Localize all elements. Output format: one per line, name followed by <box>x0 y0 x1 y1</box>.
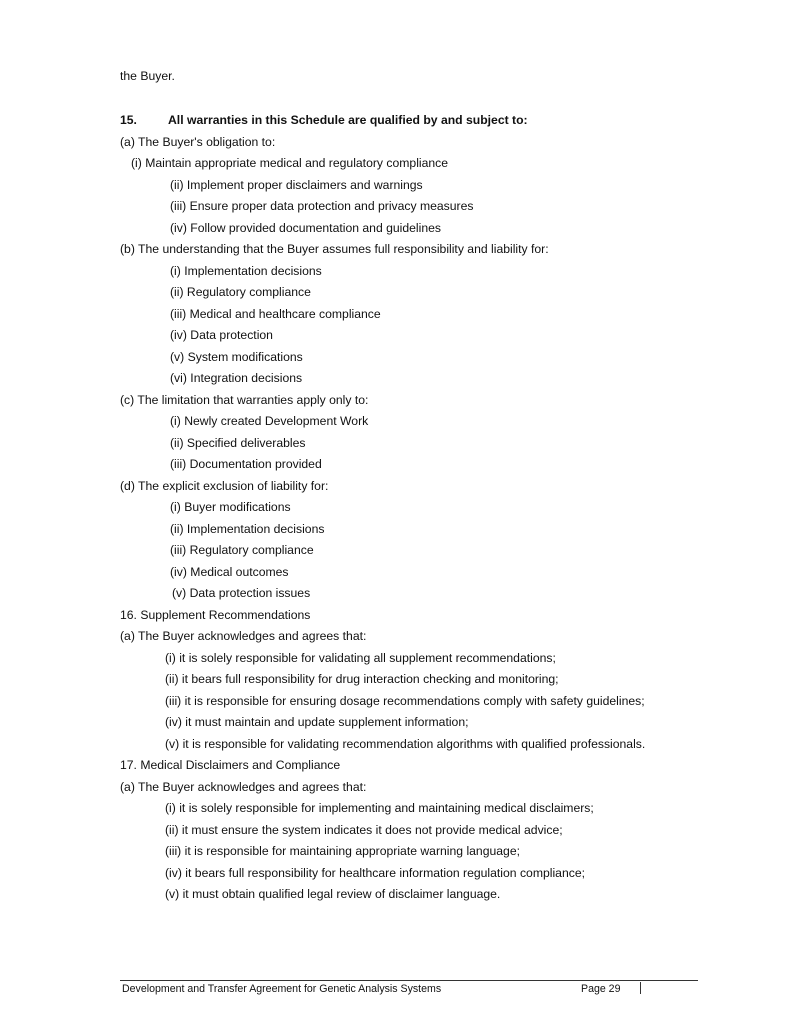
clause-a-i: (i) Maintain appropriate medical and regulatory compliance <box>131 156 449 170</box>
clause-a-iii: (iii) Ensure proper data protection and privacy measures <box>170 199 474 213</box>
footer-title: Development and Transfer Agreement for Genetic Analysis Systems <box>122 983 442 995</box>
continuation-text: the Buyer. <box>120 69 175 83</box>
clause-d-ii: (ii) Implementation decisions <box>170 522 325 536</box>
section-17-a-iii: (iii) it is responsible for maintaining appropriate warning language; <box>165 844 520 858</box>
clause-b-iii: (iii) Medical and healthcare compliance <box>170 307 381 321</box>
clause-d-iii: (iii) Regulatory compliance <box>170 543 314 557</box>
section-15-heading <box>120 113 528 127</box>
clause-b-v: (v) System modifications <box>170 350 303 364</box>
section-15-title: All warranties in this Schedule are qualified by and subject to: <box>168 113 528 127</box>
footer-page-number: Page 29 <box>581 983 621 995</box>
clause-b-iv: (iv) Data protection <box>170 328 273 342</box>
clause-d-i: (i) Buyer modifications <box>170 500 291 514</box>
section-17-heading: 17. Medical Disclaimers and Compliance <box>120 758 341 772</box>
clause-b-ii: (ii) Regulatory compliance <box>170 285 311 299</box>
clause-b-i: (i) Implementation decisions <box>170 264 322 278</box>
clause-c-iii: (iii) Documentation provided <box>170 457 322 471</box>
section-16-heading: 16. Supplement Recommendations <box>120 608 311 622</box>
clause-a-iv: (iv) Follow provided documentation and guidelines <box>170 221 441 235</box>
section-16-a-ii: (ii) it bears full responsibility for drug interaction checking and monitoring; <box>165 672 559 686</box>
footer-separator <box>640 982 641 994</box>
clause-c-ii: (ii) Specified deliverables <box>170 436 306 450</box>
clause-c: (c) The limitation that warranties apply only to: <box>120 393 369 407</box>
section-17-a-ii: (ii) it must ensure the system indicates it does not provide medical advice; <box>165 823 563 837</box>
section-16-a-iii: (iii) it is responsible for ensuring dosage recommendations comply with safety guidelines; <box>165 694 645 708</box>
footer-divider <box>120 980 698 981</box>
clause-d-iv: (iv) Medical outcomes <box>170 565 289 579</box>
section-16-a-i: (i) it is solely responsible for validating all supplement recommendations; <box>165 651 556 665</box>
clause-c-i: (i) Newly created Development Work <box>170 414 369 428</box>
section-16-a-iv: (iv) it must maintain and update supplement information; <box>165 715 469 729</box>
section-15-number: 15. <box>120 113 137 127</box>
clause-a-ii: (ii) Implement proper disclaimers and warnings <box>170 178 423 192</box>
section-16-a-v: (v) it is responsible for validating recommendation algorithms with qualified professionals. <box>165 737 646 751</box>
clause-a: (a) The Buyer's obligation to: <box>120 135 276 149</box>
section-17-a-v: (v) it must obtain qualified legal review of disclaimer language. <box>165 887 501 901</box>
section-17-a-iv: (iv) it bears full responsibility for healthcare information regulation compliance; <box>165 866 585 880</box>
section-17-a: (a) The Buyer acknowledges and agrees that: <box>120 780 367 794</box>
clause-b: (b) The understanding that the Buyer assumes full responsibility and liability for: <box>120 242 549 256</box>
section-17-a-i: (i) it is solely responsible for implementing and maintaining medical disclaimers; <box>165 801 594 815</box>
clause-d-v: (v) Data protection issues <box>172 586 311 600</box>
section-16-a: (a) The Buyer acknowledges and agrees that: <box>120 629 367 643</box>
clause-d: (d) The explicit exclusion of liability for: <box>120 479 329 493</box>
clause-b-vi: (vi) Integration decisions <box>170 371 303 385</box>
